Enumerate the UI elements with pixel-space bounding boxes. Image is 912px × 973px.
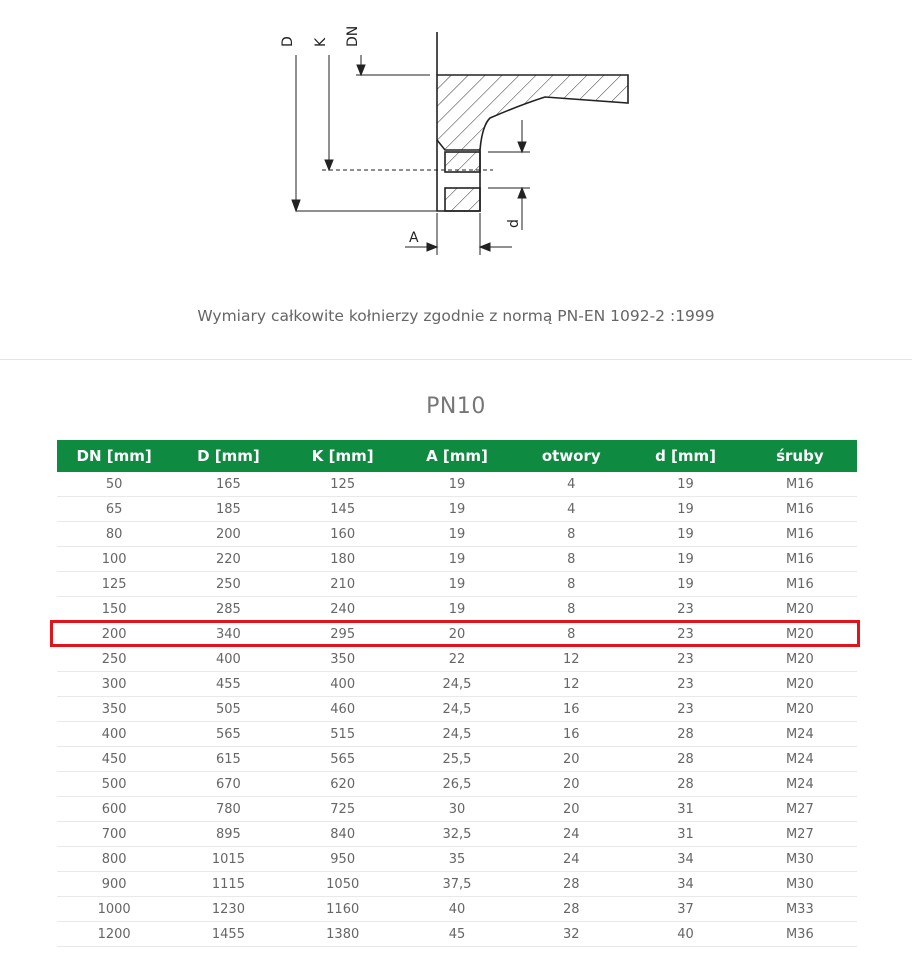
table-cell: 23 [628, 647, 742, 672]
table-cell: 780 [171, 797, 285, 822]
table-cell: 615 [171, 747, 285, 772]
table-cell: 23 [628, 622, 742, 647]
table-cell: 455 [171, 672, 285, 697]
table-cell: 34 [628, 872, 742, 897]
table-cell: 24,5 [400, 722, 514, 747]
table-cell: 400 [286, 672, 400, 697]
table-cell: 515 [286, 722, 400, 747]
table-cell: 12 [514, 647, 628, 672]
label-DN: DN [345, 25, 361, 47]
table-cell: 25,5 [400, 747, 514, 772]
table-cell: 145 [286, 497, 400, 522]
table-cell: 1160 [286, 897, 400, 922]
table-cell: 1050 [286, 872, 400, 897]
table-cell: 220 [171, 547, 285, 572]
table-cell: 165 [171, 472, 285, 497]
label-D: D [280, 36, 296, 47]
table-cell: 19 [400, 547, 514, 572]
table-cell: 23 [628, 597, 742, 622]
table-cell: 35 [400, 847, 514, 872]
column-header: d [mm] [628, 440, 742, 472]
table-cell: M24 [743, 747, 857, 772]
table-cell: 20 [400, 622, 514, 647]
table-cell: 400 [171, 647, 285, 672]
table-row [57, 597, 857, 622]
table-cell: 350 [286, 647, 400, 672]
table-cell: 24 [514, 822, 628, 847]
column-header: D [mm] [171, 440, 285, 472]
table-cell: 16 [514, 722, 628, 747]
table-cell: M33 [743, 897, 857, 922]
table-cell: 670 [171, 772, 285, 797]
table-cell: 16 [514, 697, 628, 722]
table-cell: M24 [743, 722, 857, 747]
table-cell: 30 [400, 797, 514, 822]
label-A: A [409, 230, 419, 246]
table-cell: 840 [286, 822, 400, 847]
table-cell: 12 [514, 672, 628, 697]
table-cell: 210 [286, 572, 400, 597]
table-cell: 285 [171, 597, 285, 622]
table-row [57, 497, 857, 522]
table-cell: 300 [57, 672, 171, 697]
table-header-row [57, 440, 857, 472]
table-cell: 26,5 [400, 772, 514, 797]
table-cell: M36 [743, 922, 857, 947]
table-cell: 600 [57, 797, 171, 822]
flange-diagram [0, 0, 912, 280]
table-cell: 800 [57, 847, 171, 872]
column-header: K [mm] [286, 440, 400, 472]
table-cell: 250 [57, 647, 171, 672]
table-cell: 19 [400, 522, 514, 547]
table-cell: 28 [628, 747, 742, 772]
table-cell: 565 [286, 747, 400, 772]
table-cell: M30 [743, 847, 857, 872]
table-cell: M27 [743, 797, 857, 822]
table-cell: 1200 [57, 922, 171, 947]
table-cell: 19 [400, 597, 514, 622]
table-cell: 295 [286, 622, 400, 647]
label-d: d [506, 219, 522, 228]
table-cell: 250 [171, 572, 285, 597]
table-cell: 4 [514, 472, 628, 497]
table-cell: 20 [514, 772, 628, 797]
table-row [57, 722, 857, 747]
table-cell: 8 [514, 522, 628, 547]
table-cell: M20 [743, 622, 857, 647]
table-cell: 23 [628, 672, 742, 697]
table-cell: 19 [628, 572, 742, 597]
table-cell: 19 [628, 472, 742, 497]
table-cell: 400 [57, 722, 171, 747]
table-cell: M16 [743, 572, 857, 597]
table-cell: 1380 [286, 922, 400, 947]
table-cell: 1015 [171, 847, 285, 872]
table-cell: 40 [628, 922, 742, 947]
table-cell: M27 [743, 822, 857, 847]
table-cell: 160 [286, 522, 400, 547]
table-cell: 20 [514, 747, 628, 772]
table-cell: M20 [743, 647, 857, 672]
table-cell: 1000 [57, 897, 171, 922]
table-cell: 19 [628, 497, 742, 522]
table-cell: 1455 [171, 922, 285, 947]
table-cell: 1115 [171, 872, 285, 897]
table-cell: 450 [57, 747, 171, 772]
table-row [57, 922, 857, 947]
table-cell: 34 [628, 847, 742, 872]
table-cell: M16 [743, 522, 857, 547]
column-header: A [mm] [400, 440, 514, 472]
table-cell: M16 [743, 547, 857, 572]
table-row [57, 472, 857, 497]
table-cell: M30 [743, 872, 857, 897]
table-body [57, 472, 857, 947]
diagram-caption: Wymiary całkowite kołnierzy zgodnie z normą PN-EN 1092-2 :1999 [197, 307, 715, 325]
table-row [57, 822, 857, 847]
table-cell: 31 [628, 797, 742, 822]
column-header: śruby [743, 440, 857, 472]
table-cell: 32,5 [400, 822, 514, 847]
table-row [57, 747, 857, 772]
column-header: otwory [514, 440, 628, 472]
table-cell: 4 [514, 497, 628, 522]
table-cell: 24,5 [400, 672, 514, 697]
table-cell: 19 [628, 547, 742, 572]
table-cell: 37 [628, 897, 742, 922]
table-cell: 28 [628, 772, 742, 797]
column-header: DN [mm] [57, 440, 171, 472]
label-K: K [313, 37, 329, 47]
table-row [57, 672, 857, 697]
table-cell: M16 [743, 472, 857, 497]
table-cell: 28 [514, 897, 628, 922]
table-cell: 565 [171, 722, 285, 747]
table-cell: 700 [57, 822, 171, 847]
table-cell: M16 [743, 497, 857, 522]
table-cell: 65 [57, 497, 171, 522]
table-cell: 505 [171, 697, 285, 722]
table-cell: 200 [171, 522, 285, 547]
table-cell: 8 [514, 547, 628, 572]
table-cell: 150 [57, 597, 171, 622]
table-row [57, 797, 857, 822]
table-cell: 1230 [171, 897, 285, 922]
table-cell: 340 [171, 622, 285, 647]
table-cell: 900 [57, 872, 171, 897]
table-row [57, 847, 857, 872]
table-row-highlighted [57, 622, 857, 647]
table-cell: 45 [400, 922, 514, 947]
table-row [57, 697, 857, 722]
table-cell: 19 [400, 497, 514, 522]
table-cell: 950 [286, 847, 400, 872]
table-cell: 185 [171, 497, 285, 522]
table-cell: M20 [743, 697, 857, 722]
table-cell: 8 [514, 597, 628, 622]
table-cell: M24 [743, 772, 857, 797]
table-cell: M20 [743, 597, 857, 622]
section-title: PN10 [426, 394, 486, 419]
table-cell: 100 [57, 547, 171, 572]
table-cell: 32 [514, 922, 628, 947]
table-cell: 350 [57, 697, 171, 722]
table-cell: 40 [400, 897, 514, 922]
table-cell: 19 [628, 522, 742, 547]
table-cell: 50 [57, 472, 171, 497]
table-cell: 500 [57, 772, 171, 797]
table-cell: 895 [171, 822, 285, 847]
table-cell: 28 [514, 872, 628, 897]
table-cell: 620 [286, 772, 400, 797]
table-cell: 24,5 [400, 697, 514, 722]
table-cell: 19 [400, 472, 514, 497]
table-cell: 180 [286, 547, 400, 572]
divider [0, 359, 912, 360]
table-cell: 200 [57, 622, 171, 647]
table-cell: 8 [514, 572, 628, 597]
table-cell: 24 [514, 847, 628, 872]
table-row [57, 647, 857, 672]
table-row [57, 897, 857, 922]
table-cell: 125 [286, 472, 400, 497]
table-row [57, 547, 857, 572]
table-cell: 20 [514, 797, 628, 822]
dimensions-table [57, 440, 857, 947]
table-cell: 28 [628, 722, 742, 747]
table-cell: 125 [57, 572, 171, 597]
table-row [57, 522, 857, 547]
table-cell: M20 [743, 672, 857, 697]
table-cell: 725 [286, 797, 400, 822]
table-row [57, 772, 857, 797]
table-cell: 19 [400, 572, 514, 597]
table-cell: 31 [628, 822, 742, 847]
table-cell: 22 [400, 647, 514, 672]
table-cell: 23 [628, 697, 742, 722]
table-cell: 460 [286, 697, 400, 722]
table-cell: 37,5 [400, 872, 514, 897]
table-cell: 80 [57, 522, 171, 547]
table-row [57, 872, 857, 897]
table-cell: 8 [514, 622, 628, 647]
table-cell: 240 [286, 597, 400, 622]
table-row [57, 572, 857, 597]
